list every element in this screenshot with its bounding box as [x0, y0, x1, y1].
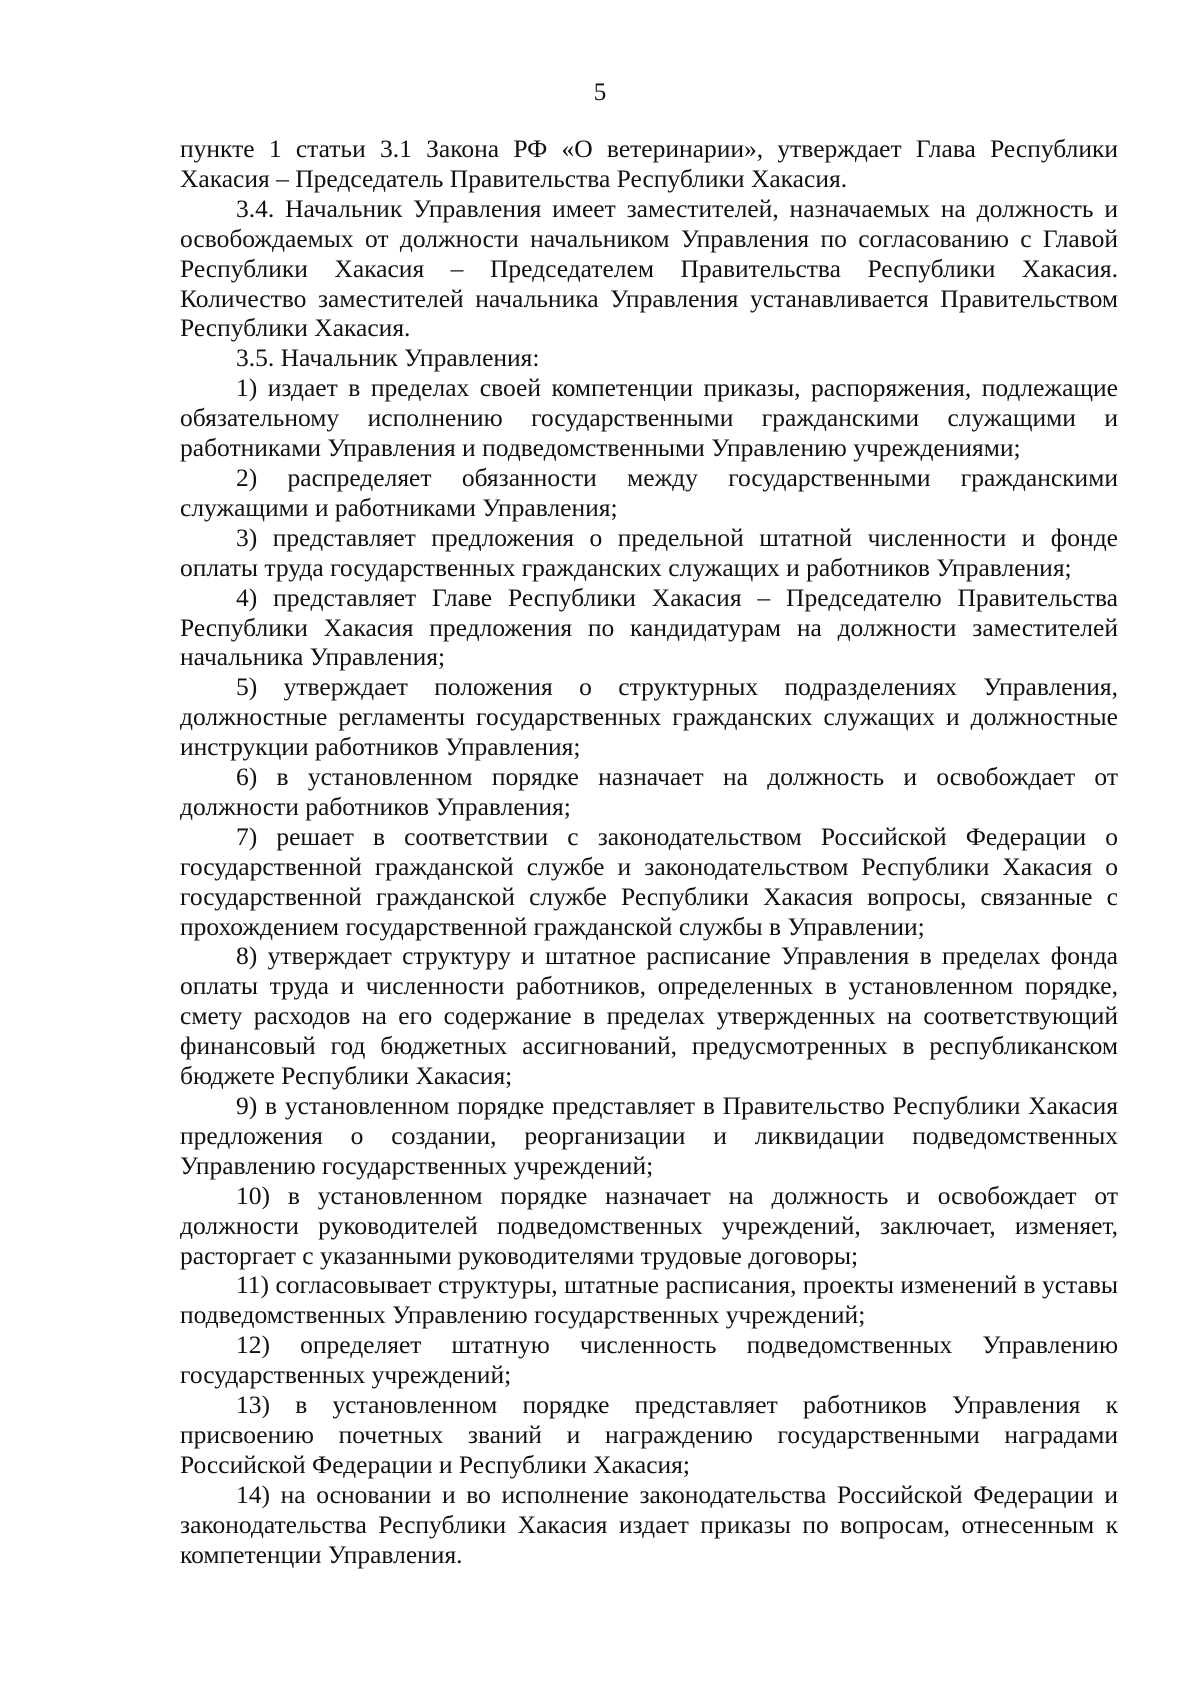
- list-item-6: 6) в установленном порядке назначает на должность и освобождает от должности работников Управления;: [180, 762, 1118, 821]
- paragraph-continuation: пункте 1 статьи 3.1 Закона РФ «О ветеринарии», утверждает Глава Республики Хакасия – Председатель Правительства Республики Хакасия.: [180, 134, 1118, 193]
- list-item-10: 10) в установленном порядке назначает на должность и освобождает от должности руководителей подведомственных учреждений, заключает, изменяет, расторгает с указанными руководителями трудовые договоры;: [180, 1180, 1118, 1270]
- list-item-3: 3) представляет предложения о предельной штатной численности и фонде оплаты труда государственных гражданских служащих и работников Управления;: [180, 522, 1118, 582]
- paragraph-3-4: 3.4. Начальник Управления имеет заместителей, назначаемых на должность и освобождаемых от должности начальником Управления по согласованию с Главой Республики Хакасия – Председателем Правительства Республики Хакасия. Количество заместителей начальника Управления устанавливается Правительством Республики Хакасия.: [180, 193, 1118, 343]
- list-item-14: 14) на основании и во исполнение законодательства Российской Федерации и законодательства Республики Хакасия издает приказы по вопросам, отнесенным к компетенции Управления.: [180, 1479, 1118, 1569]
- list-item-5: 5) утверждает положения о структурных подразделениях Управления, должностные регламенты государственных гражданских служащих и должностные инструкции работников Управления;: [180, 672, 1118, 762]
- list-item-12: 12) определяет штатную численность подведомственных Управлению государственных учреждений;: [180, 1330, 1118, 1390]
- list-item-13: 13) в установленном порядке представляет работников Управления к присвоению почетных званий и награждению государственными наградами Российской Федерации и Республики Хакасия;: [180, 1390, 1118, 1479]
- list-item-4: 4) представляет Главе Республики Хакасия – Председателю Правительства Республики Хакасия предложения по кандидатурам на должности заместителей начальника Управления;: [180, 582, 1118, 672]
- list-item-8: 8) утверждает структуру и штатное расписание Управления в пределах фонда оплаты труда и численности работников, определенных в установленном порядке, смету расходов на его содержание в пределах утвержденных на соответствующий финансовый год бюджетных ассигнований, предусмотренных в республиканском бюджете Республики Хакасия;: [180, 941, 1118, 1091]
- paragraph-3-5-heading: 3.5. Начальник Управления:: [236, 343, 540, 373]
- list-item-1: 1) издает в пределах своей компетенции приказы, распоряжения, подлежащие обязательному исполнению государственными гражданскими служащими и работниками Управления и подведомственными Управлению учреждениями;: [180, 373, 1118, 463]
- document-body: [180, 134, 1118, 1570]
- list-item-11: 11) согласовывает структуры, штатные расписания, проекты изменений в уставы подведомственных Управлению государственных учреждений;: [180, 1270, 1118, 1330]
- page-number: 5: [593, 79, 607, 106]
- list-item-9: 9) в установленном порядке представляет в Правительство Республики Хакасия предложения о создании, реорганизации и ликвидации подведомственных Управлению государственных учреждений;: [180, 1091, 1118, 1180]
- list-item-7: 7) решает в соответствии с законодательством Российской Федерации о государственной гражданской службе и законодательством Республики Хакасия о государственной гражданской службе Республики Хакасия вопросы, связанные с прохождением государственной гражданской службы в Управлении;: [180, 821, 1118, 941]
- list-item-2: 2) распределяет обязанности между государственными гражданскими служащими и работниками Управления;: [180, 462, 1118, 522]
